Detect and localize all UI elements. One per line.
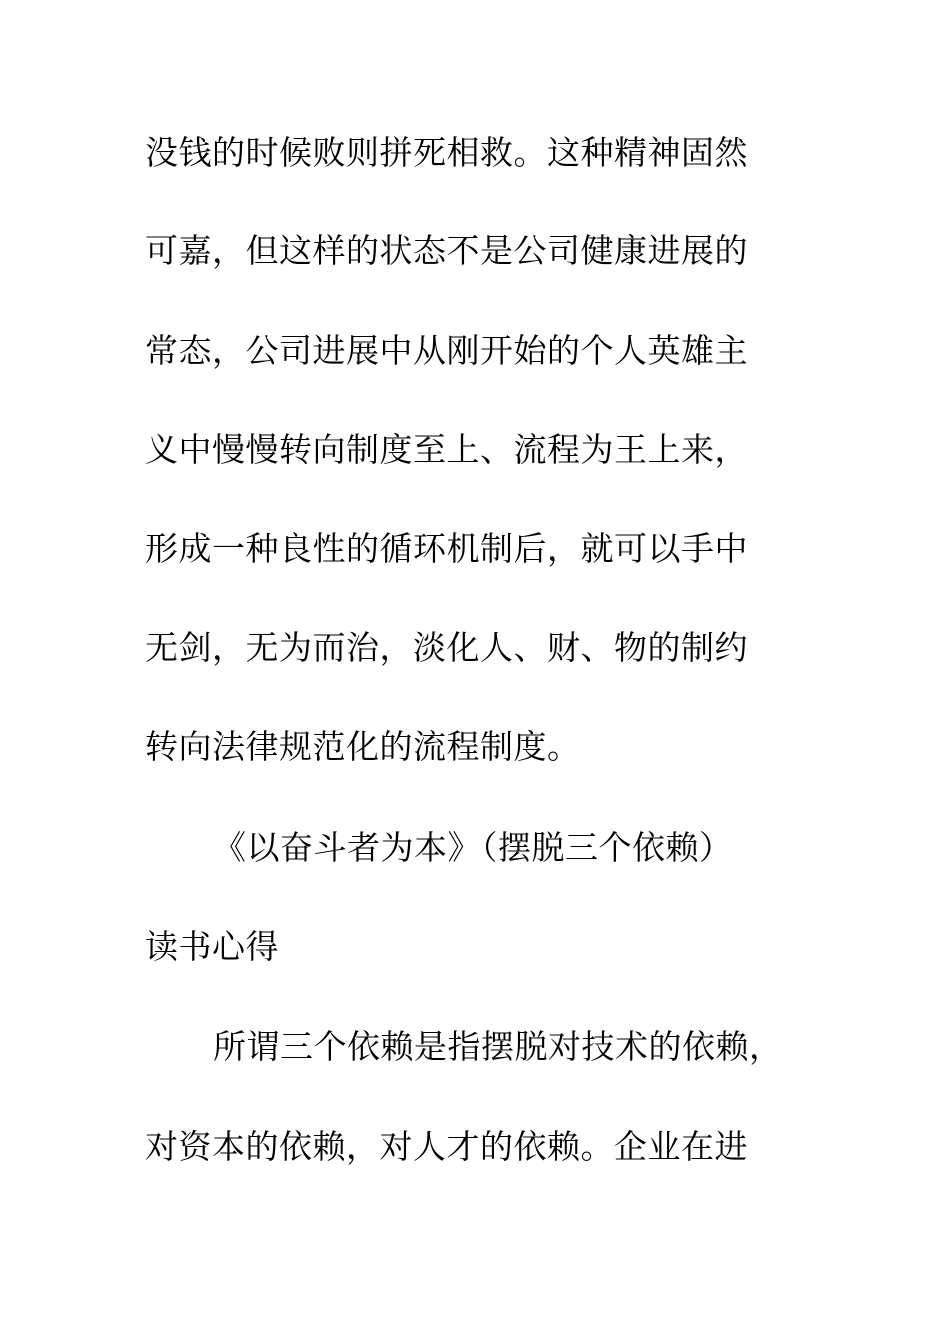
paragraph-line-7: 转向法律规范化的流程制度。 bbox=[145, 727, 581, 766]
paragraph-line-8: 所谓三个依赖是指摆脱对技术的依赖， bbox=[213, 1027, 783, 1066]
section-title: 《以奋斗者为本》（摆脱三个依赖） bbox=[213, 828, 733, 867]
paragraph-line-2: 可嘉，但这样的状态不是公司健康进展的 bbox=[145, 231, 748, 270]
paragraph-line-6: 无剑，无为而治，淡化人、财、物的制约 bbox=[145, 628, 748, 667]
paragraph-line-1: 没钱的时候败则拼死相救。这种精神固然 bbox=[145, 133, 748, 172]
paragraph-line-9: 对资本的依赖，对人才的依赖。企业在进 bbox=[145, 1127, 748, 1166]
paragraph-line-4: 义中慢慢转向制度至上、流程为王上来， bbox=[145, 430, 748, 469]
paragraph-line-3: 常态，公司进展中从刚开始的个人英雄主 bbox=[145, 331, 748, 370]
paragraph-line-5: 形成一种良性的循环机制后，就可以手中 bbox=[145, 529, 748, 568]
section-subtitle: 读书心得 bbox=[145, 927, 279, 966]
